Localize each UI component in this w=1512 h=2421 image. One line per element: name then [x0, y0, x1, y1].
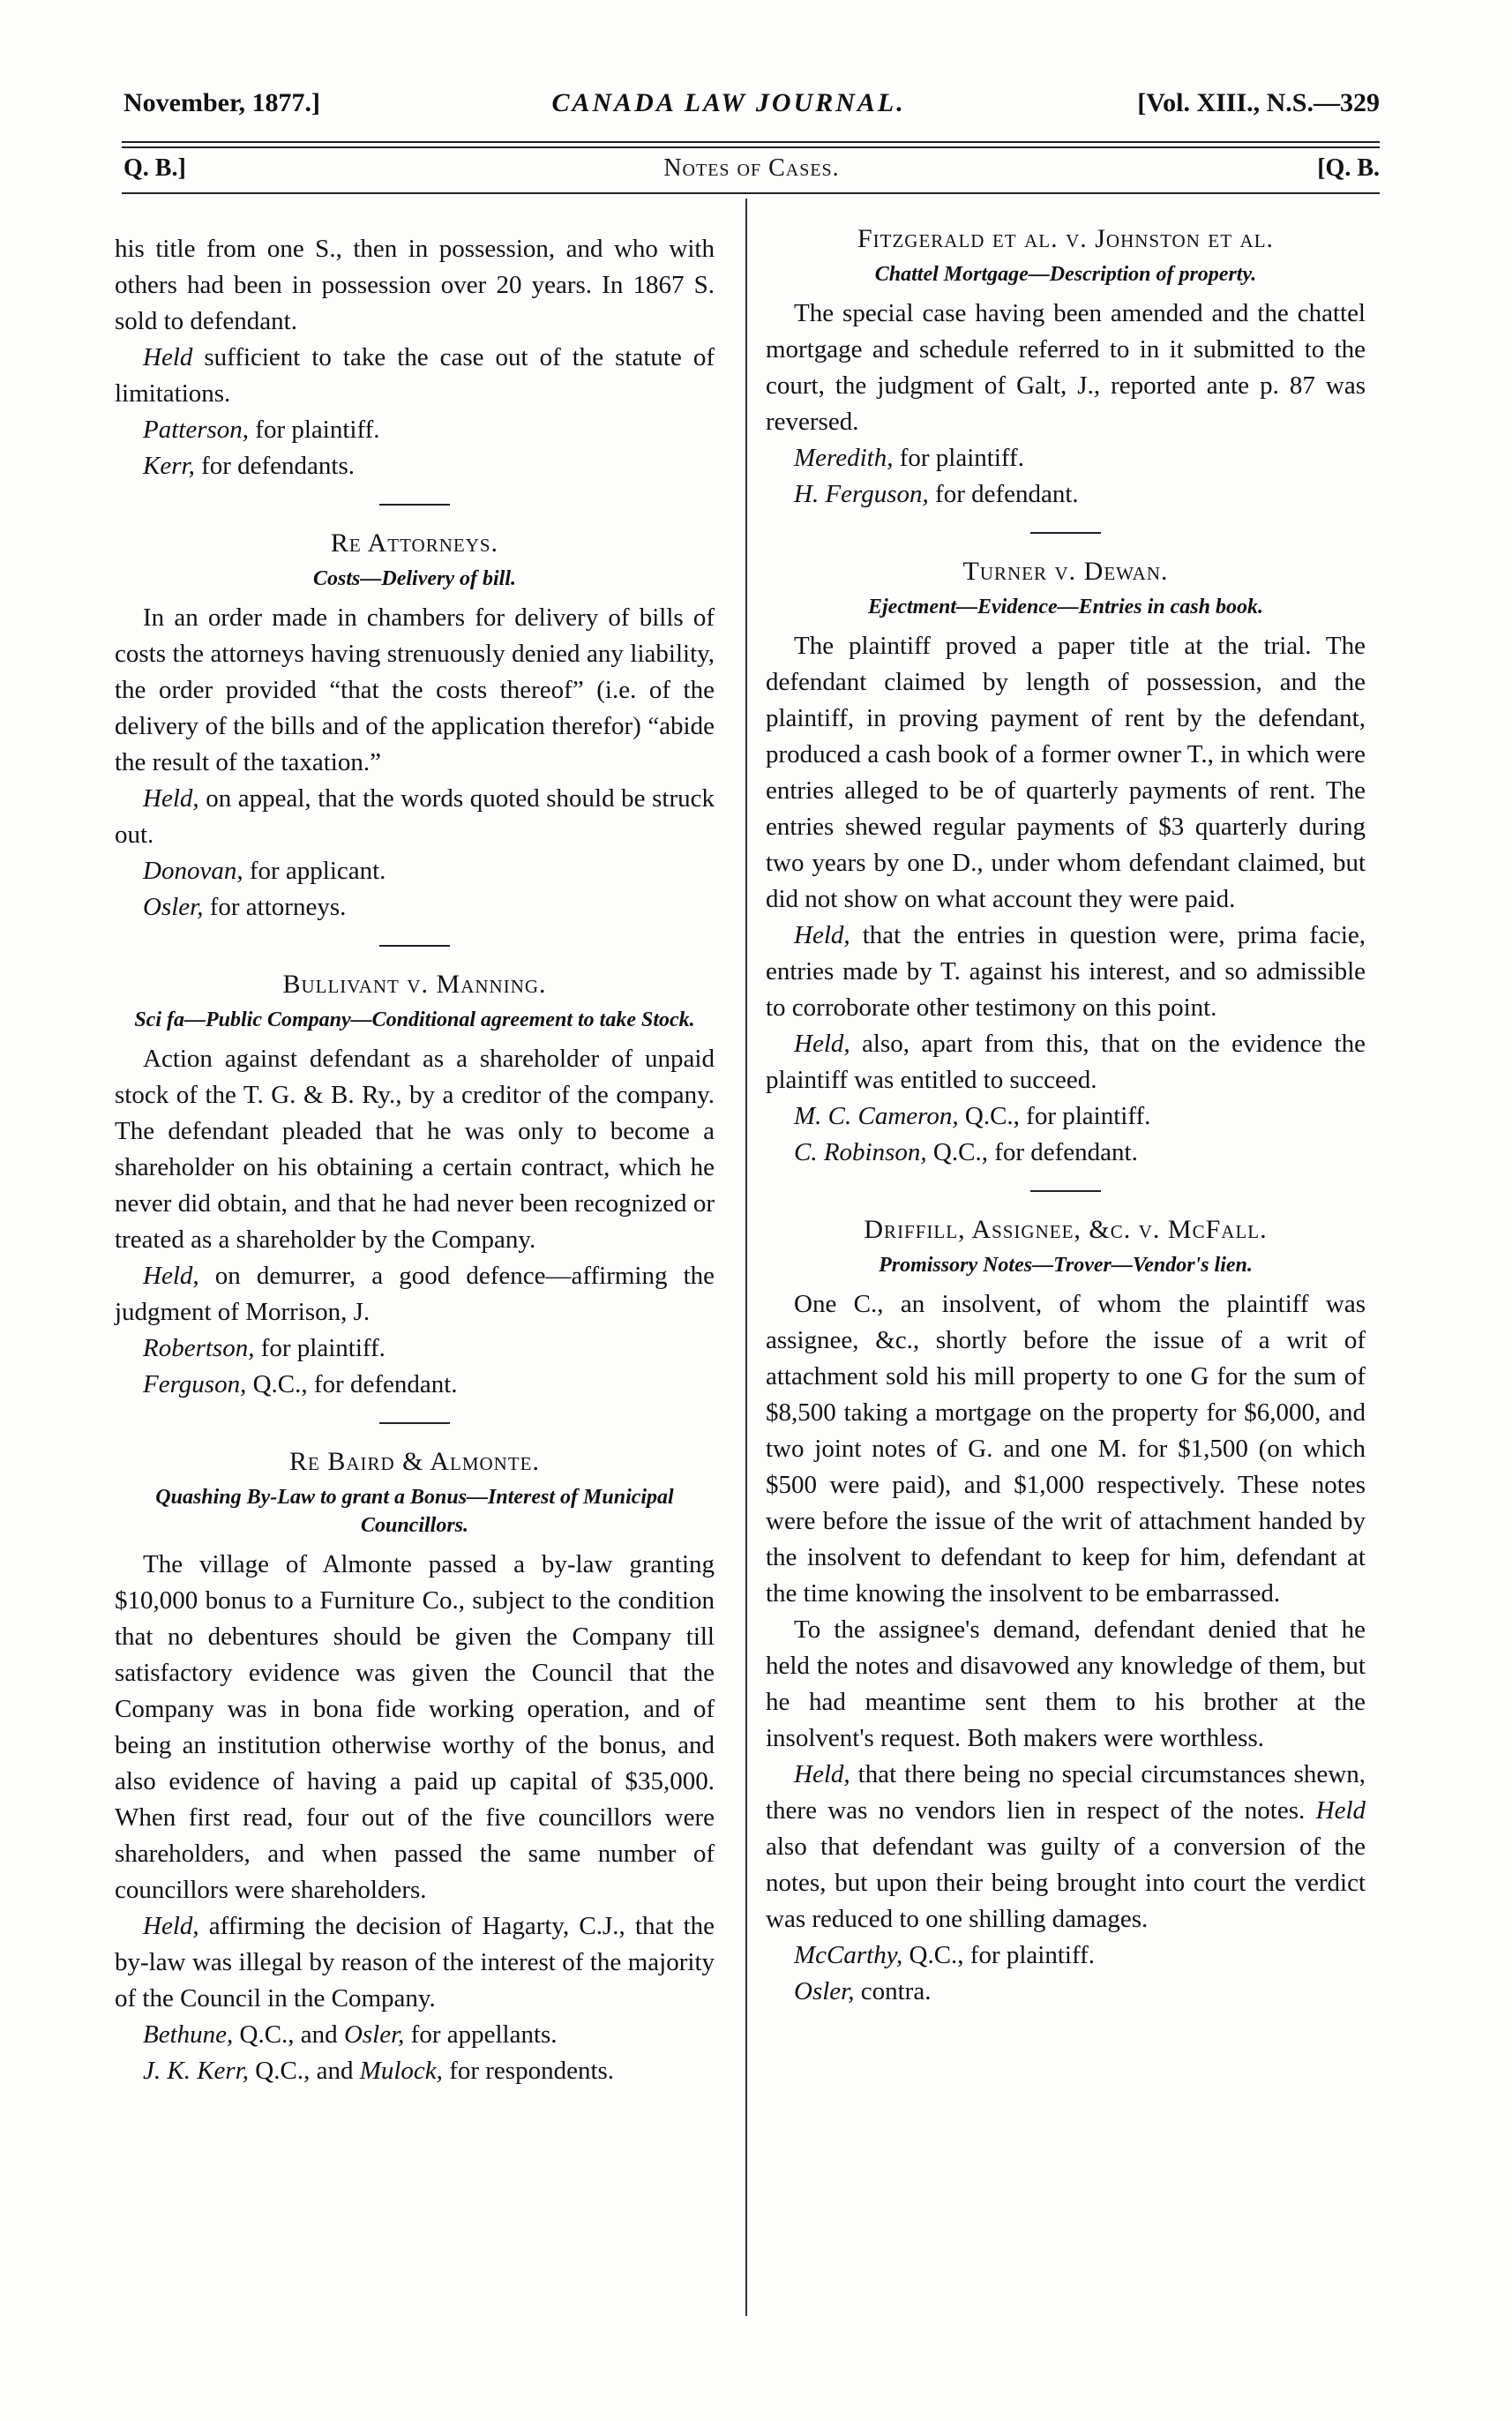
right-column — [766, 212, 1366, 2010]
counsel-line — [115, 448, 715, 484]
counsel-name: Ferguson, — [143, 1370, 247, 1398]
counsel-name: C. Robinson, — [794, 1138, 927, 1166]
counsel-name: H. Ferguson, — [794, 480, 929, 508]
held-word: Held, — [794, 1760, 850, 1788]
case-subtitle: Chattel Mortgage—Description of property. — [874, 263, 1257, 286]
counsel-line — [766, 440, 1366, 476]
counsel-joiner: Q.C., and — [233, 2020, 344, 2049]
counsel-name: Mulock, — [359, 2057, 443, 2085]
case-continued — [115, 231, 715, 484]
section-header — [124, 154, 1380, 190]
held-word: Held — [143, 343, 193, 371]
case-text: The plaintiff proved a paper title at the trial. The defendant claimed by length of possession, and the plaintiff, in proving payment of rent by the defendant, produced a cash book of a former owner T., in which were entries alleged to be of quarterly payments of rent. The entries shewed regular payments of $3 quarterly during two years by one D., under whom defendant claimed, but did not show on what account they were paid. — [766, 632, 1366, 913]
section-title: Notes of Cases. — [663, 154, 840, 182]
case-subtitle: Ejectment—Evidence—Entries in cash book. — [868, 596, 1263, 618]
counsel-role: for applicant. — [243, 857, 386, 885]
case-title: Turner v. Dewan. — [962, 557, 1169, 586]
held-paragraph — [115, 340, 715, 412]
counsel-role: for appellants. — [404, 2020, 558, 2049]
held-text: affirming the decision of Hagarty, C.J., that the by-law was illegal by reason of the interest of the majority of the Council in the Company. — [115, 1912, 715, 2013]
case-bullivant-v-manning — [115, 966, 715, 1403]
counsel-name: Bethune, — [143, 2020, 234, 2049]
header-rule — [122, 141, 1380, 148]
held-text: that the entries in question were, prima facie, entries made by T. against his interest, and so admissible to corroborate other testimony on this point. — [766, 921, 1366, 1022]
held-paragraph — [115, 1908, 715, 2017]
case-separator — [1030, 1190, 1101, 1192]
held-text: on demurrer, a good defence—affirming the judgment of Morrison, J. — [115, 1262, 715, 1326]
case-subtitle: Promissory Notes—Trover—Vendor's lien. — [879, 1254, 1253, 1277]
case-fitzgerald-v-johnston — [766, 221, 1366, 513]
held-word: Held, — [143, 1912, 199, 1940]
counsel-line — [766, 476, 1366, 513]
counsel-line — [115, 2017, 715, 2053]
held-paragraph — [766, 1757, 1366, 1938]
counsel-role: Q.C., for plaintiff. — [902, 1941, 1095, 1969]
court-left: Q. B.] — [124, 154, 186, 182]
counsel-name: Robertson, — [143, 1334, 255, 1362]
case-text: Action against defendant as a shareholder of unpaid stock of the T. G. & B. Ry., by a creditor of the company. The defendant pleaded that he was only to become a shareholder on his obtaining a certain contract, which he never did obtain, and that he had never been recognized or treated as a shareholder by the Company. — [115, 1045, 715, 1254]
counsel-role: for plaintiff. — [249, 416, 380, 444]
counsel-role: for defendants. — [194, 452, 356, 480]
counsel-role: for plaintiff. — [254, 1334, 385, 1362]
counsel-line — [115, 889, 715, 926]
left-column — [115, 231, 715, 2089]
counsel-role: for respondents. — [442, 2057, 615, 2085]
counsel-name: Osler, — [143, 893, 204, 921]
case-separator — [1030, 532, 1101, 534]
counsel-line — [115, 1367, 715, 1403]
counsel-name: Osler, — [343, 2020, 405, 2049]
case-separator — [379, 1422, 450, 1424]
held-text: also, apart from this, that on the evidence the plaintiff was entitled to succeed. — [766, 1030, 1366, 1094]
case-title: Re Baird & Almonte. — [288, 1447, 540, 1476]
case-text: The special case having been amended and the chattel mortgage and schedule referred to in it submitted to the court, the judgment of Galt, J., reported ante p. 87 was reversed. — [766, 299, 1366, 436]
case-re-attorneys — [115, 525, 715, 926]
held-paragraph — [766, 1026, 1366, 1098]
case-title: Bullivant v. Manning. — [282, 970, 547, 999]
counsel-name: J. K. Kerr, — [143, 2057, 250, 2085]
volume-page: [Vol. XIII., N.S.—329 — [1137, 88, 1380, 117]
case-text: The village of Almonte passed a by-law granting $10,000 bonus to a Furniture Co., subject to the condition that no debentures should be given the Company till satisfactory evidence was given the Council that the Company was in bona fide working operation, and of being an institution otherwise worthy of the bonus, and also evidence of having a paid up capital of $35,000. When first read, four out of the five councillors were shareholders, and when passed the same number of councillors were shareholders. — [115, 1550, 715, 1904]
held-text: also that defendant was guilty of a conversion of the notes, but upon their being brought into court the verdict was reduced to one shilling damages. — [766, 1833, 1366, 1933]
counsel-line — [766, 1974, 1366, 2010]
journal-title: CANADA LAW JOURNAL. — [551, 88, 906, 117]
held-word: Held, — [794, 1030, 850, 1058]
counsel-name: Kerr, — [143, 452, 195, 480]
counsel-line — [766, 1098, 1366, 1135]
case-turner-v-dewan — [766, 553, 1366, 1171]
case-text: To the assignee's demand, defendant denied that he held the notes and disavowed any knowledge of them, but he had meantime sent them to his brother at the insolvent's request. Both makers were worthless. — [766, 1615, 1366, 1752]
case-subtitle: Costs—Delivery of bill. — [313, 567, 516, 590]
case-title: Re Attorneys. — [330, 528, 499, 558]
case-text: One C., an insolvent, of whom the plaintiff was assignee, &c., shortly before the issue of a writ of attachment sold his mill property to one G for the sum of $8,500 taking a mortgage on the property for $6,000, and two joint notes of G. and one M. for $1,500 (on which $500 were paid), and $1,000 respectively. These notes were before the issue of the writ of attachment handed by the insolvent to defendant to keep for him, defendant at the time knowing the insolvent to be embarrassed. — [766, 1290, 1366, 1608]
case-subtitle: Sci fa—Public Company—Conditional agreement to take Stock. — [134, 1008, 695, 1031]
header-date: November, 1877.] — [124, 88, 321, 117]
held-paragraph — [115, 781, 715, 853]
column-divider — [745, 199, 747, 2316]
case-separator — [379, 945, 450, 947]
running-header — [124, 88, 1380, 134]
held-paragraph — [766, 918, 1366, 1026]
counsel-name: Donovan, — [143, 857, 243, 885]
counsel-name: Patterson, — [143, 416, 250, 444]
held-word: Held, — [794, 921, 850, 949]
case-separator — [379, 504, 450, 506]
held-word: Held — [1315, 1796, 1366, 1825]
case-re-baird-almonte — [115, 1443, 715, 2089]
case-title: Fitzgerald et al. v. Johnston et al. — [857, 224, 1275, 253]
case-title: Driffill, Assignee, &c. v. McFall. — [864, 1215, 1268, 1244]
counsel-line — [115, 853, 715, 889]
held-text: sufficient to take the case out of the statute of limitations. — [115, 343, 715, 408]
counsel-role: for plaintiff. — [893, 444, 1024, 472]
counsel-role: for defendant. — [928, 480, 1079, 508]
counsel-line — [115, 1330, 715, 1367]
counsel-role: contra. — [854, 1977, 932, 2005]
case-subtitle: Quashing By-Law to grant a Bonus—Interest of Municipal Councillors. — [155, 1486, 674, 1537]
counsel-name: Osler, — [794, 1977, 855, 2005]
counsel-role: Q.C., for plaintiff. — [958, 1102, 1151, 1130]
counsel-name: Meredith, — [794, 444, 894, 472]
section-rule — [122, 192, 1380, 194]
counsel-joiner: Q.C., and — [249, 2057, 360, 2085]
counsel-line — [766, 1938, 1366, 1974]
court-right: [Q. B. — [1317, 154, 1380, 182]
counsel-line — [115, 412, 715, 448]
case-text: In an order made in chambers for delivery of bills of costs the attorneys having strenuously denied any liability, the order provided “that the costs thereof” (i.e. of the delivery of the bills and of the application therefor) “abide the result of the taxation.” — [115, 603, 715, 776]
held-text: on appeal, that the words quoted should be struck out. — [115, 784, 715, 849]
counsel-role: Q.C., for defendant. — [926, 1138, 1138, 1166]
held-text: that there being no special circumstances shewn, there was no vendors lien in respect of the notes. — [766, 1760, 1366, 1825]
counsel-line — [766, 1135, 1366, 1171]
case-text: his title from one S., then in possession, and who with others had been in possession over 20 years. In 1867 S. sold to defendant. — [115, 235, 715, 335]
counsel-name: M. C. Cameron, — [794, 1102, 959, 1130]
held-word: Held, — [143, 784, 199, 813]
counsel-role: Q.C., for defendant. — [246, 1370, 458, 1398]
case-driffill-v-mcfall — [766, 1211, 1366, 2010]
counsel-name: McCarthy, — [794, 1941, 903, 1969]
held-paragraph — [115, 1258, 715, 1330]
held-word: Held, — [143, 1262, 199, 1290]
counsel-line — [115, 2053, 715, 2089]
counsel-role: for attorneys. — [203, 893, 347, 921]
